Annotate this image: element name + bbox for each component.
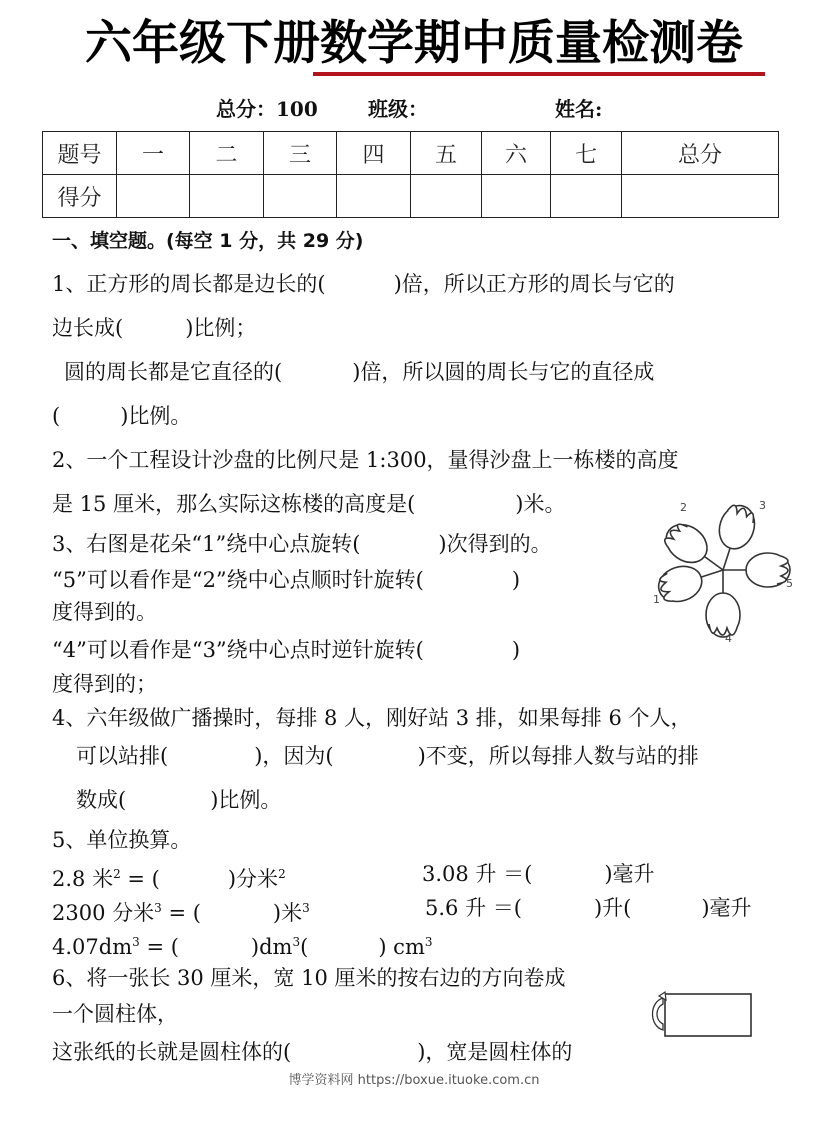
question-4-line-1: 4、六年级做广播操时，每排 8 人，刚好站 3 排，如果每排 6 个人， bbox=[52, 706, 692, 730]
question-3-line-5: 度得到的； bbox=[52, 672, 157, 696]
score-table bbox=[42, 131, 779, 218]
text: )分米 bbox=[227, 867, 279, 891]
text: 2300 分米 bbox=[52, 901, 155, 925]
text: ) bbox=[511, 638, 521, 662]
question-5-heading: 5、单位换算。 bbox=[52, 828, 192, 852]
text: ) cm bbox=[378, 935, 425, 959]
conversion-row-1b bbox=[422, 860, 655, 888]
superscript: 2 bbox=[113, 867, 121, 881]
superscript: 3 bbox=[302, 901, 310, 915]
text: )比例。 bbox=[210, 788, 282, 812]
score-input-cell[interactable] bbox=[337, 175, 411, 218]
question-6-line-2: 一个圆柱体， bbox=[52, 1002, 178, 1026]
score-input-cell[interactable] bbox=[411, 175, 482, 218]
superscript: 3 bbox=[292, 935, 301, 949]
text: 这张纸的长就是圆柱体的( bbox=[52, 1040, 292, 1064]
text: )比例。 bbox=[120, 404, 192, 428]
figure-label-4: 4 bbox=[725, 632, 732, 645]
text: )，宽是圆柱体的 bbox=[417, 1040, 573, 1064]
text: )升( bbox=[593, 896, 632, 920]
question-3-line-2 bbox=[52, 566, 520, 594]
conversion-row-2a bbox=[52, 894, 310, 927]
text: = ( bbox=[120, 867, 160, 891]
text: 是 15 厘米，那么实际这栋楼的高度是( bbox=[52, 492, 416, 516]
text: 3、右图是花朵“1”绕中心点旋转( bbox=[52, 532, 361, 556]
superscript: 2 bbox=[278, 867, 286, 881]
title-underline bbox=[313, 72, 765, 76]
superscript: 3 bbox=[154, 901, 162, 915]
flower-rotation-figure bbox=[645, 495, 795, 645]
text: 圆的周长都是它直径的( bbox=[64, 360, 283, 384]
text: ( bbox=[52, 404, 61, 428]
question-1-line-4 bbox=[52, 402, 191, 430]
text: 可以站排( bbox=[76, 744, 169, 768]
text: )倍，所以正方形的周长与它的 bbox=[393, 272, 675, 296]
question-3-line-1 bbox=[52, 530, 552, 558]
table-cell: 三 bbox=[264, 132, 337, 175]
text: “5”可以看作是“2”绕中心点顺时针旋转( bbox=[52, 568, 424, 592]
paper-rectangle bbox=[665, 994, 751, 1036]
text: = ( bbox=[139, 935, 179, 959]
score-input-cell[interactable] bbox=[264, 175, 337, 218]
table-cell-header: 得分 bbox=[43, 175, 117, 218]
table-cell-header: 题号 bbox=[43, 132, 117, 175]
conversion-row-2b bbox=[425, 894, 752, 922]
question-4-line-2 bbox=[76, 742, 699, 770]
question-4-line-3 bbox=[76, 786, 281, 814]
conversion-row-1a bbox=[52, 860, 286, 893]
score-input-cell-total[interactable] bbox=[622, 175, 779, 218]
text: )毫升 bbox=[701, 896, 752, 920]
table-cell-total: 总分 bbox=[622, 132, 779, 175]
superscript: 3 bbox=[424, 935, 433, 949]
question-1-line-1 bbox=[52, 270, 675, 298]
table-cell: 四 bbox=[337, 132, 411, 175]
page-title: 六年级下册数学期中质量检测卷 bbox=[85, 16, 743, 71]
question-2-line-2 bbox=[52, 490, 565, 518]
text: ( bbox=[300, 935, 309, 959]
question-2-line-1: 2、一个工程设计沙盘的比例尺是 1:300，量得沙盘上一栋楼的高度 bbox=[52, 448, 679, 472]
name-label: 姓名: bbox=[555, 97, 603, 121]
text: 边长成( bbox=[52, 316, 124, 340]
question-3-line-4 bbox=[52, 636, 520, 664]
figure-label-5: 5 bbox=[786, 577, 793, 590]
text: 3.08 升 ＝( bbox=[422, 862, 533, 886]
table-row-question-number bbox=[43, 132, 779, 175]
question-3-line-3: 度得到的。 bbox=[52, 600, 157, 624]
question-6-line-3 bbox=[52, 1038, 572, 1066]
total-score-label: 总分：100 bbox=[216, 97, 318, 121]
question-1-line-3 bbox=[64, 358, 654, 386]
text: )毫升 bbox=[604, 862, 655, 886]
text: ) bbox=[511, 568, 521, 592]
table-cell: 二 bbox=[190, 132, 264, 175]
text: )倍，所以圆的周长与它的直径成 bbox=[352, 360, 655, 384]
table-row-score bbox=[43, 175, 779, 218]
table-cell: 一 bbox=[117, 132, 190, 175]
class-label: 班级： bbox=[368, 97, 428, 121]
text: )，因为( bbox=[254, 744, 334, 768]
question-6-line-1: 6、将一张长 30 厘米，宽 10 厘米的按右边的方向卷成 bbox=[52, 966, 566, 990]
table-cell: 七 bbox=[551, 132, 622, 175]
score-input-cell[interactable] bbox=[482, 175, 551, 218]
text: 2.8 米 bbox=[52, 867, 114, 891]
text: = ( bbox=[161, 901, 201, 925]
score-input-cell[interactable] bbox=[551, 175, 622, 218]
text: )比例； bbox=[185, 316, 257, 340]
text: )米 bbox=[272, 901, 303, 925]
text: 5.6 升 ＝( bbox=[425, 896, 522, 920]
text: “4”可以看作是“3”绕中心点时逆针旋转( bbox=[52, 638, 424, 662]
score-input-cell[interactable] bbox=[117, 175, 190, 218]
question-1-line-2 bbox=[52, 314, 256, 342]
text: 4.07dm bbox=[52, 935, 133, 959]
figure-label-3: 3 bbox=[759, 499, 766, 512]
text: )米。 bbox=[515, 492, 566, 516]
paper-roll-figure bbox=[645, 990, 755, 1042]
text: 1、正方形的周长都是边长的( bbox=[52, 272, 326, 296]
score-input-cell[interactable] bbox=[190, 175, 264, 218]
text: )不变，所以每排人数与站的排 bbox=[417, 744, 699, 768]
text: 数成( bbox=[76, 788, 127, 812]
table-cell: 五 bbox=[411, 132, 482, 175]
watermark: 博学资料网 https://boxue.ituoke.com.cn bbox=[288, 1073, 540, 1088]
section-heading: 一、填空题。(每空 1 分，共 29 分) bbox=[52, 230, 364, 252]
figure-label-2: 2 bbox=[680, 501, 687, 514]
table-cell: 六 bbox=[482, 132, 551, 175]
figure-label-1: 1 bbox=[653, 593, 660, 606]
superscript: 3 bbox=[132, 935, 140, 949]
text: )次得到的。 bbox=[438, 532, 552, 556]
conversion-row-3 bbox=[52, 928, 433, 961]
roll-arrow-icon bbox=[653, 998, 664, 1030]
text: )dm bbox=[250, 935, 293, 959]
